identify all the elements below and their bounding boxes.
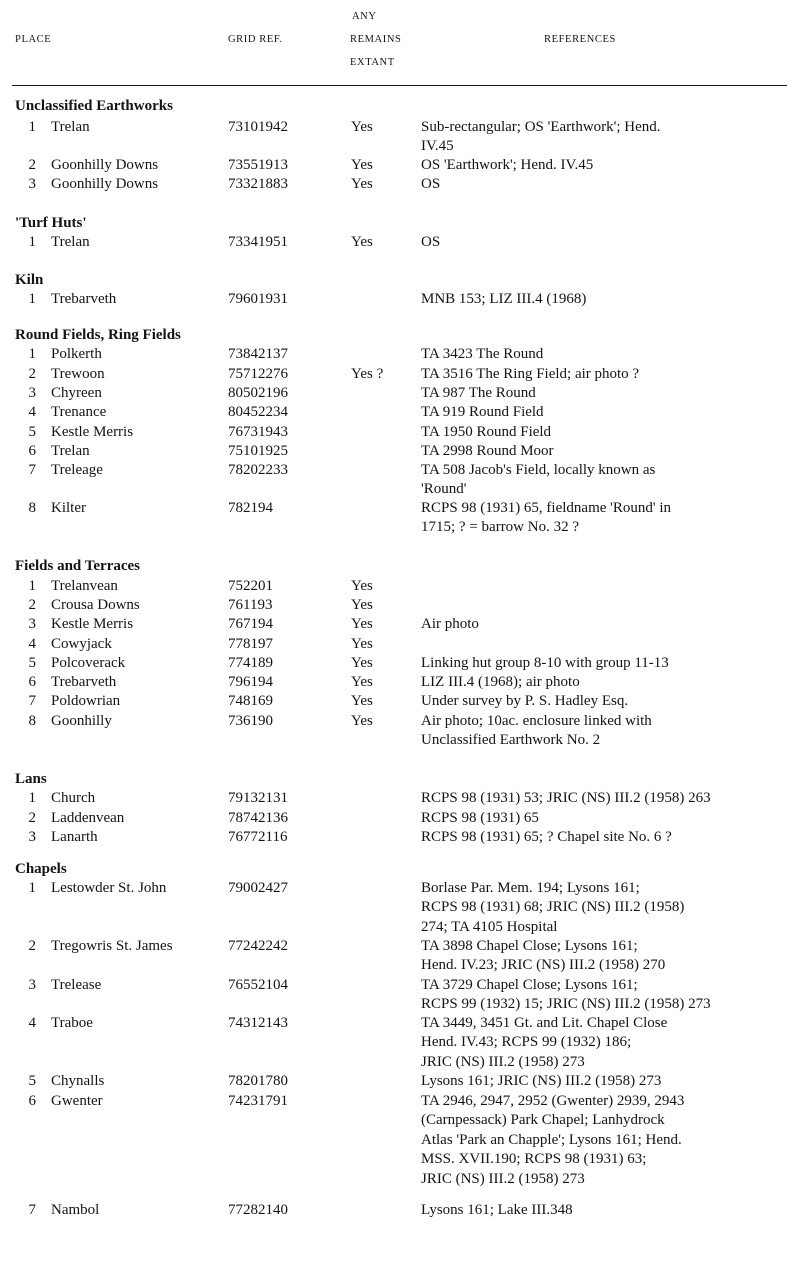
grid-reference: 77282140: [228, 1202, 288, 1218]
header-place: PLACE: [15, 34, 52, 45]
header-references: REFERENCES: [544, 34, 616, 45]
row-number: 5: [28, 655, 36, 671]
references-cell: Lysons 161; Lake III.348: [421, 1202, 573, 1218]
place-name: Cowyjack: [51, 636, 112, 652]
references-cell: TA 508 Jacob's Field, locally known as 'Round': [421, 462, 656, 498]
place-name: Trelease: [51, 977, 102, 993]
row-number: 7: [28, 462, 36, 478]
row-number: 1: [28, 119, 36, 135]
grid-reference: 74231791: [228, 1093, 288, 1109]
references-cell: Lysons 161; JRIC (NS) III.2 (1958) 273: [421, 1073, 662, 1089]
row-number: 6: [28, 443, 36, 459]
place-name: Trelan: [51, 443, 90, 459]
row-number: 5: [28, 424, 36, 440]
remains-extant: Yes: [351, 655, 373, 671]
place-name: Treleage: [51, 462, 103, 478]
header-grid-ref: GRID REF.: [228, 34, 283, 45]
row-number: 8: [28, 500, 36, 516]
row-number: 1: [28, 234, 36, 250]
place-name: Goonhilly Downs: [51, 157, 159, 173]
references-cell: TA 3729 Chapel Close; Lysons 161; RCPS 99 (1932) 15; JRIC (NS) III.2 (1958) 273: [421, 977, 711, 1013]
row-number: 3: [28, 385, 36, 401]
section-title: Chapels: [15, 861, 67, 877]
row-number: 1: [28, 291, 36, 307]
header-rule: [12, 85, 787, 86]
row-number: 2: [28, 938, 36, 954]
grid-reference: 767194: [228, 616, 273, 632]
references-cell: RCPS 98 (1931) 65; ? Chapel site No. 6 ?: [421, 829, 672, 845]
references-cell: RCPS 98 (1931) 65: [421, 810, 539, 826]
references-cell: Air photo; 10ac. enclosure linked with Unclassified Earthwork No. 2: [421, 713, 652, 749]
remains-extant: Yes ?: [351, 366, 384, 382]
row-number: 2: [28, 366, 36, 382]
grid-reference: 79601931: [228, 291, 288, 307]
references-cell: TA 3898 Chapel Close; Lysons 161; Hend. IV.23; JRIC (NS) III.2 (1958) 270: [421, 938, 666, 974]
grid-reference: 752201: [228, 578, 273, 594]
remains-extant: Yes: [351, 597, 373, 613]
row-number: 1: [28, 790, 36, 806]
grid-reference: 76731943: [228, 424, 288, 440]
references-cell: LIZ III.4 (1968); air photo: [421, 674, 580, 690]
place-name: Trelan: [51, 119, 90, 135]
grid-reference: 782194: [228, 500, 273, 516]
remains-extant: Yes: [351, 176, 373, 192]
row-number: 3: [28, 176, 36, 192]
remains-extant: Yes: [351, 616, 373, 632]
grid-reference: 73341951: [228, 234, 288, 250]
remains-extant: Yes: [351, 234, 373, 250]
row-number: 1: [28, 578, 36, 594]
header-remains-line3: EXTANT: [350, 57, 395, 68]
references-cell: TA 3449, 3451 Gt. and Lit. Chapel Close Hend. IV.43; RCPS 99 (1932) 186; JRIC (NS) III.2 (1958) 273: [421, 1015, 668, 1070]
grid-reference: 73842137: [228, 346, 288, 362]
place-name: Gwenter: [51, 1093, 103, 1109]
row-number: 6: [28, 674, 36, 690]
references-cell: Sub-rectangular; OS 'Earthwork'; Hend. IV.45: [421, 119, 661, 155]
section-title: Round Fields, Ring Fields: [15, 327, 181, 343]
remains-extant: Yes: [351, 119, 373, 135]
remains-extant: Yes: [351, 674, 373, 690]
grid-reference: 79002427: [228, 880, 288, 896]
grid-reference: 73321883: [228, 176, 288, 192]
section-title: Kiln: [15, 272, 44, 288]
remains-extant: Yes: [351, 157, 373, 173]
grid-reference: 78742136: [228, 810, 288, 826]
place-name: Trenance: [51, 404, 107, 420]
grid-reference: 73101942: [228, 119, 288, 135]
place-name: Polcoverack: [51, 655, 126, 671]
place-name: Chyreen: [51, 385, 102, 401]
references-cell: OS 'Earthwork'; Hend. IV.45: [421, 157, 594, 173]
grid-reference: 80502196: [228, 385, 288, 401]
row-number: 4: [28, 1015, 36, 1031]
place-name: Goonhilly Downs: [51, 176, 159, 192]
place-name: Church: [51, 790, 96, 806]
place-name: Goonhilly: [51, 713, 112, 729]
grid-reference: 74312143: [228, 1015, 288, 1031]
grid-reference: 75101925: [228, 443, 288, 459]
references-cell: TA 919 Round Field: [421, 404, 544, 420]
row-number: 4: [28, 636, 36, 652]
place-name: Lestowder St. John: [51, 880, 167, 896]
grid-reference: 76772116: [228, 829, 288, 845]
section-title: 'Turf Huts': [15, 215, 87, 231]
grid-reference: 76552104: [228, 977, 288, 993]
references-cell: TA 3423 The Round: [421, 346, 544, 362]
place-name: Crousa Downs: [51, 597, 140, 613]
place-name: Trewoon: [51, 366, 105, 382]
row-number: 7: [28, 693, 36, 709]
remains-extant: Yes: [351, 578, 373, 594]
references-cell: TA 987 The Round: [421, 385, 536, 401]
place-name: Kilter: [51, 500, 86, 516]
place-name: Kestle Merris: [51, 616, 134, 632]
row-number: 6: [28, 1093, 36, 1109]
row-number: 7: [28, 1202, 36, 1218]
references-cell: MNB 153; LIZ III.4 (1968): [421, 291, 587, 307]
references-cell: TA 2946, 2947, 2952 (Gwenter) 2939, 2943 (Carnpessack) Park Chapel; Lanhydrock Atlas 'Park an Chapple'; Lysons 161; Hend. MSS. XVII.190; RCPS 98 (1931) 63; JRIC (NS) III.2 (1958) 273: [421, 1093, 685, 1187]
row-number: 8: [28, 713, 36, 729]
place-name: Polkerth: [51, 346, 102, 362]
grid-reference: 761193: [228, 597, 273, 613]
place-name: Traboe: [51, 1015, 93, 1031]
place-name: Kestle Merris: [51, 424, 134, 440]
grid-reference: 778197: [228, 636, 273, 652]
section-title: Fields and Terraces: [15, 558, 141, 574]
row-number: 3: [28, 829, 36, 845]
grid-reference: 748169: [228, 693, 273, 709]
references-cell: TA 3516 The Ring Field; air photo ?: [421, 366, 640, 382]
references-cell: Borlase Par. Mem. 194; Lysons 161; RCPS 98 (1931) 68; JRIC (NS) III.2 (1958) 274; TA 4105 Hospital: [421, 880, 685, 935]
place-name: Poldowrian: [51, 693, 121, 709]
references-cell: TA 1950 Round Field: [421, 424, 552, 440]
row-number: 2: [28, 157, 36, 173]
grid-reference: 736190: [228, 713, 273, 729]
grid-reference: 78201780: [228, 1073, 288, 1089]
place-name: Lanarth: [51, 829, 98, 845]
section-title: Lans: [15, 771, 47, 787]
grid-reference: 73551913: [228, 157, 288, 173]
place-name: Nambol: [51, 1202, 100, 1218]
references-cell: RCPS 98 (1931) 65, fieldname 'Round' in 1715; ? = barrow No. 32 ?: [421, 500, 671, 536]
grid-reference: 77242242: [228, 938, 288, 954]
remains-extant: Yes: [351, 636, 373, 652]
place-name: Trelanvean: [51, 578, 118, 594]
row-number: 3: [28, 977, 36, 993]
references-cell: OS: [421, 176, 441, 192]
row-number: 2: [28, 810, 36, 826]
remains-extant: Yes: [351, 713, 373, 729]
references-cell: TA 2998 Round Moor: [421, 443, 554, 459]
row-number: 4: [28, 404, 36, 420]
place-name: Tregowris St. James: [51, 938, 173, 954]
references-cell: RCPS 98 (1931) 53; JRIC (NS) III.2 (1958) 263: [421, 790, 711, 806]
row-number: 2: [28, 597, 36, 613]
header-remains-line2: REMAINS: [350, 34, 402, 45]
grid-reference: 796194: [228, 674, 273, 690]
place-name: Trebarveth: [51, 674, 117, 690]
remains-extant: Yes: [351, 693, 373, 709]
grid-reference: 78202233: [228, 462, 288, 478]
references-cell: OS: [421, 234, 441, 250]
grid-reference: 774189: [228, 655, 273, 671]
row-number: 3: [28, 616, 36, 632]
grid-reference: 79132131: [228, 790, 288, 806]
row-number: 1: [28, 880, 36, 896]
place-name: Trelan: [51, 234, 90, 250]
place-name: Laddenvean: [51, 810, 125, 826]
place-name: Trebarveth: [51, 291, 117, 307]
row-number: 5: [28, 1073, 36, 1089]
grid-reference: 80452234: [228, 404, 288, 420]
header-remains-line1: ANY: [352, 11, 377, 22]
references-cell: Under survey by P. S. Hadley Esq.: [421, 693, 629, 709]
section-title: Unclassified Earthworks: [15, 98, 173, 114]
row-number: 1: [28, 346, 36, 362]
place-name: Chynalls: [51, 1073, 105, 1089]
grid-reference: 75712276: [228, 366, 288, 382]
references-cell: Air photo: [421, 616, 479, 632]
references-cell: Linking hut group 8-10 with group 11-13: [421, 655, 669, 671]
